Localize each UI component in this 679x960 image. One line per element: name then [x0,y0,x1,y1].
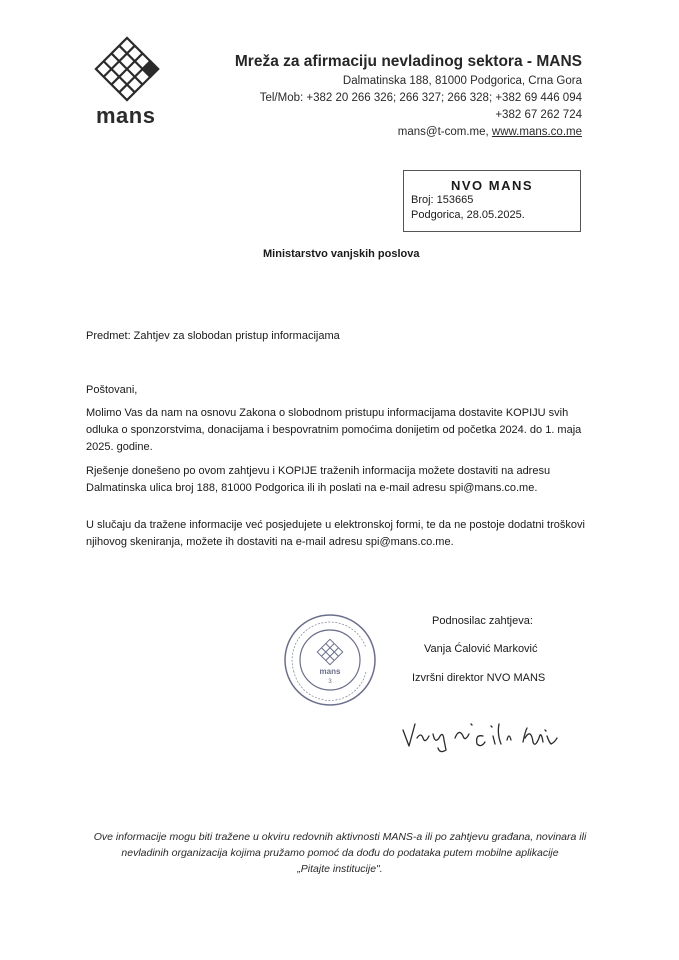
reference-place-date: Podgorica, 28.05.2025. [411,209,525,221]
organization-contacts [235,124,582,141]
organization-name: Mreža za afirmaciju nevladinog sektora - MANS [234,53,582,70]
footer-line: „Pitajte institucije". [297,863,383,875]
recipient: Ministarstvo vanjskih poslova [263,248,420,260]
greeting: Poštovani, [86,384,138,396]
svg-text:3: 3 [328,679,332,685]
organization-phone: Tel/Mob: +382 20 266 326; 266 327; 266 328; +382 69 446 094 [259,92,582,104]
organization-website-link[interactable]: www.mans.co.me [491,126,582,138]
reference-number: Broj: 153665 [411,194,474,206]
body-paragraph: U slučaju da tražene informacije već posjedujete u elektronskoj formi, te da ne postoje dodatni troškovi njihovog skeniranja, možete ih dostaviti na e-mail adresu spi@mans.co.me. [86,519,585,548]
reference-box-title: NVO MANS [450,178,534,193]
logo-wordmark: mans [96,103,156,128]
footer-line: nevladinih organizacija kojima pružamo pomoć da dođu do podataka putem mobilne aplikacije [121,847,559,859]
applicant-label: Podnosilac zahtjeva: [432,615,533,627]
body-paragraph: Molimo Vas da nam na osnovu Zakona o slobodnom pristupu informacijama dostavite KOPIJU svih odluka o sponzorstvima, donacijama i bespovratnim pomoćima donijetim od početka 2024. do 1. maja 2025. godine. [86,407,582,453]
body-paragraph: Rješenje donešeno po ovom zahtjevu i KOPIJE traženih informacija možete dostaviti na adresu Dalmatinska ulica broj 188, 81000 Podgorica ili ih poslati na e-mail adresu spi@mans.co.me. [86,465,551,494]
organization-stamp-icon [282,612,378,708]
footer-line: Ove informacije mogu biti tražene u okviru redovnih aktivnosti MANS-a ili po zahtjevu građana, novinara ili [93,831,587,843]
applicant-title: Izvršni direktor NVO MANS [412,672,546,684]
subject-line: Predmet: Zahtjev za slobodan pristup informacijama [86,330,340,342]
svg-text:mans: mans [319,667,341,676]
handwritten-signature-icon [395,712,575,757]
organization-address: Dalmatinska 188, 81000 Podgorica, Crna Gora [342,75,582,87]
organization-phone-2: +382 67 262 724 [495,109,582,121]
organization-email: mans@t-com.me, [397,126,492,138]
reference-box [403,170,581,232]
applicant-name: Vanja Ćalović Marković [424,643,538,655]
mans-logo-icon [92,36,162,102]
organization-header [235,52,582,141]
footer-note [60,829,620,877]
